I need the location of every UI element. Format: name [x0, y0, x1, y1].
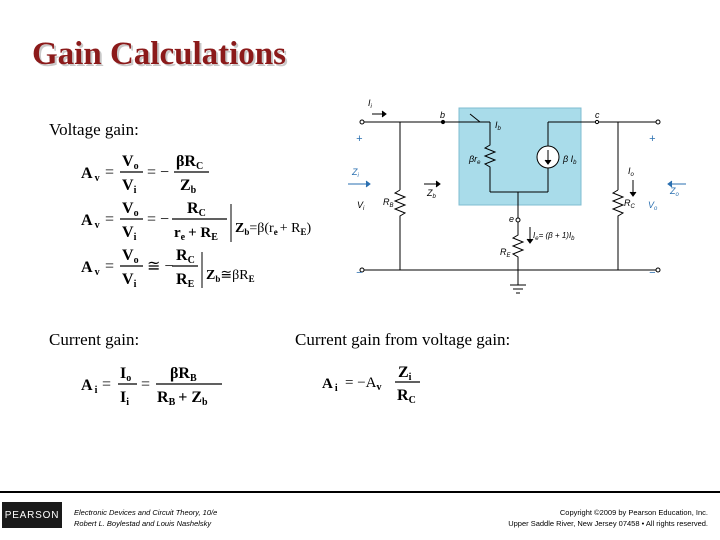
svg-text:re+ RE: $r_e + R_E$ [174, 225, 218, 243]
footer-copyright-line: Copyright ©2009 by Pearson Education, Inc. [559, 508, 708, 517]
voltage-gain-formula-2 [81, 200, 311, 243]
svg-text:−: − [356, 267, 363, 279]
svg-text:Zi: $Z_i$ [352, 167, 359, 179]
svg-text:Ii: Ii [120, 389, 130, 408]
slide-title: Gain Calculations [32, 36, 286, 72]
svg-text:RC: RC [397, 387, 416, 406]
svg-text:≅ −: ≅ − [147, 258, 174, 275]
svg-text:Vo: $V_o$ [648, 200, 658, 212]
current-gain-from-voltage-label: Current gain from voltage gain: [295, 330, 511, 349]
svg-text:Zo: $Z_o$ [670, 186, 679, 198]
svg-text:Zi: Zi [398, 364, 412, 383]
current-gain-label: Current gain: [49, 330, 140, 349]
svg-text:Vo: Vo [122, 200, 139, 219]
svg-text:Vi: $V_i$ [357, 200, 365, 212]
svg-text:c: c [595, 110, 600, 120]
footer-address-line: Upper Saddle River, New Jersey 07458 • All rights reserved. [508, 519, 708, 528]
svg-text:= −: = − [147, 164, 170, 181]
voltage-gain-formula-3 [81, 247, 255, 290]
svg-text:=: = [105, 258, 115, 275]
svg-text:Io: Io [120, 365, 132, 384]
svg-text:=: = [105, 211, 115, 228]
svg-text:Zb: $Z_b$ [427, 188, 436, 200]
svg-text:Ie= (β + 1)Ib: $I_e= (\beta + 1)I_b$ [533, 231, 575, 242]
svg-text:RC: RC [176, 247, 195, 266]
svg-text:βre: $\beta r_e$ [469, 154, 481, 166]
voltage-gain-formula-1 [81, 153, 209, 196]
svg-text:Ib: $I_b$ [495, 120, 501, 132]
svg-text:b: b [440, 110, 446, 120]
svg-text:=: = [141, 376, 151, 393]
svg-text:Av: Av [81, 165, 100, 184]
svg-text:RE: $R_E$ [500, 247, 511, 259]
svg-text:Zb=β(re+ RE): $Z_b=\beta(r_e + R_E)$ [235, 221, 312, 237]
svg-text:Ii: $I_i$ [368, 98, 372, 110]
svg-text:Vo: Vo [122, 153, 139, 172]
svg-text:Vo: Vo [122, 247, 139, 266]
svg-text:Vi: Vi [122, 224, 137, 243]
svg-text:βRB: βRB [170, 365, 197, 384]
footer-book-info [74, 507, 217, 529]
svg-text:−: − [649, 267, 656, 279]
svg-text:RC: $R_C$ [624, 198, 635, 210]
svg-text:+: + [649, 133, 656, 145]
pearson-logo: PEARSON [2, 502, 62, 528]
current-gain-formula [81, 365, 222, 408]
svg-text:Vi: Vi [122, 177, 137, 196]
voltage-gain-label: Voltage gain: [49, 120, 139, 139]
svg-text:Vi: Vi [122, 271, 137, 290]
svg-text:RB: $R_B$ [383, 197, 394, 209]
current-gain-from-voltage-formula [322, 364, 420, 406]
svg-text:Ai: A $_i$ [322, 376, 338, 394]
svg-text:Av: Av [81, 259, 100, 278]
svg-text:Zb: Zb [180, 177, 197, 196]
footer-book-title: Electronic Devices and Circuit Theory, 10/e [74, 508, 218, 517]
footer-copyright [508, 507, 708, 529]
svg-text:Zb≅βRE: $Z_b≅\beta R_E$ [206, 268, 255, 284]
svg-text:=: = [105, 164, 115, 181]
svg-text:βRC: βRC [176, 153, 204, 172]
ac-equivalent-circuit [348, 108, 686, 293]
footer-divider [0, 491, 720, 493]
svg-text:Ai: Ai [81, 377, 98, 396]
svg-text:e: e [509, 214, 515, 224]
svg-text:=: = [102, 376, 112, 393]
footer-book-authors: Robert L. Boylestad and Louis Nashelsky [74, 519, 212, 528]
svg-text:= −: = − [147, 211, 170, 228]
svg-text:RC: RC [187, 200, 206, 219]
svg-text:Av: Av [81, 212, 100, 231]
svg-text:β Ib: β $I_b$ [563, 154, 577, 166]
svg-text:Io: $I_o$ [628, 166, 634, 178]
svg-text:= −Av: = $-A_v$ [345, 375, 382, 393]
svg-text:RE: RE [176, 271, 195, 290]
svg-text:RB+ Zb: RB + Zb [157, 389, 208, 408]
svg-text:+: + [356, 133, 363, 145]
